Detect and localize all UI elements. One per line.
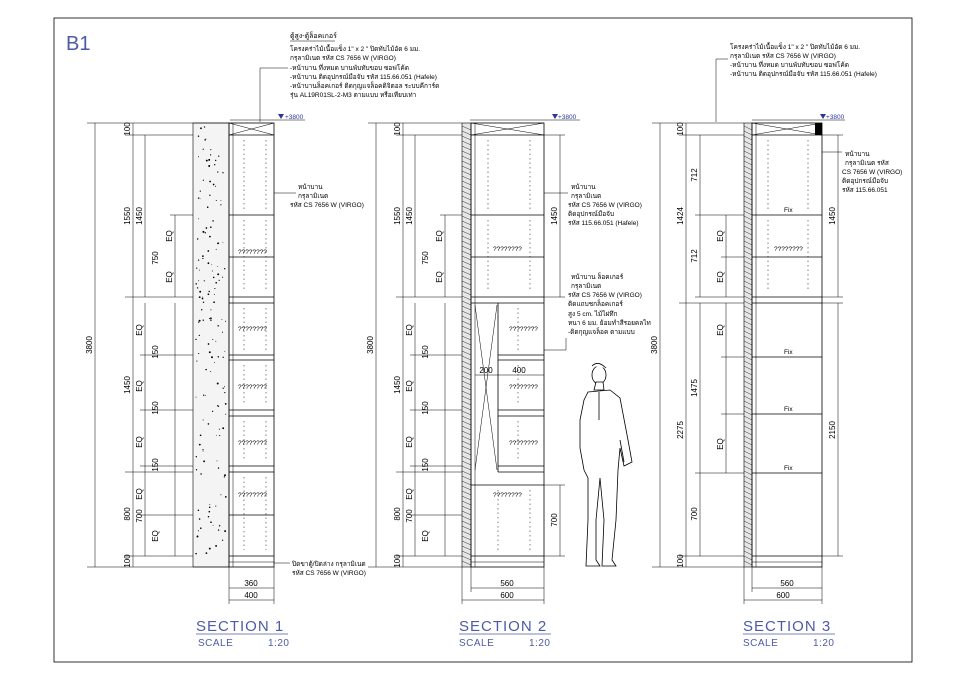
s1-dim-lower: 800 bbox=[123, 507, 132, 521]
s2-locker-tag-4: ???????? bbox=[509, 440, 538, 447]
s1-hatch-dot bbox=[198, 530, 199, 531]
s1-dim-middle: 1450 bbox=[123, 376, 132, 394]
s1-hatch-dot bbox=[212, 220, 214, 222]
s1-locker-tag-1: ???????? bbox=[238, 249, 267, 256]
s1-hatch-dot bbox=[217, 171, 218, 172]
s1-hatch-dot bbox=[198, 259, 199, 260]
s1-dim-in-1: 1450 bbox=[135, 207, 144, 225]
s3-dim-in-1: 712 bbox=[690, 168, 699, 182]
s1-hatch-dot bbox=[197, 238, 198, 239]
s1-hatch-dot bbox=[200, 473, 201, 474]
s1-hatch-dot bbox=[225, 414, 226, 415]
s1-hatch-dot bbox=[199, 296, 201, 298]
s1-hatch-dot bbox=[219, 525, 220, 526]
s1-hatch-dot bbox=[210, 319, 211, 320]
s1-hatch-dot bbox=[208, 159, 210, 161]
s1-wall-concrete bbox=[193, 123, 229, 567]
s3-dim-top: 100 bbox=[676, 122, 685, 136]
s1-dim-in-8: 150 bbox=[151, 401, 160, 415]
s1-dim-in-4: EQ bbox=[165, 271, 174, 283]
s3-door-label-4: ติดอุปกรณ์มือจับ bbox=[842, 178, 889, 185]
s1-hatch-dot bbox=[195, 339, 196, 340]
s3-fix-1: Fix bbox=[784, 207, 793, 214]
s1-dim-in-6: 150 bbox=[151, 345, 160, 359]
s2-locker-tag-5: ???????? bbox=[493, 492, 522, 499]
s1-hatch-dot bbox=[210, 149, 211, 150]
s1-hatch-dot bbox=[213, 184, 215, 186]
s2-dim-in-9: EQ bbox=[405, 436, 414, 448]
s1-hatch-dot bbox=[210, 317, 212, 319]
s1-hatch-dot bbox=[209, 236, 211, 238]
s3-dim-base: 100 bbox=[676, 554, 685, 568]
s1-hatch-dot bbox=[224, 268, 225, 269]
s1-dim-in-5: EQ bbox=[135, 324, 144, 336]
s1-dim-in-11: EQ bbox=[135, 488, 144, 500]
s1-hatch-dot bbox=[204, 126, 205, 127]
s1-base-label-1: ปิดขาตู้/ปิดล่าง กรุลามิเนต bbox=[292, 561, 366, 568]
s1-hatch-dot bbox=[208, 423, 210, 425]
s1-hatch-dot bbox=[208, 516, 209, 517]
s1-hatch-dot bbox=[222, 242, 223, 243]
s1-hatch-dot bbox=[209, 507, 211, 509]
s2-locker-label-3: รหัส CS 7656 W (VIRGO) bbox=[568, 292, 642, 299]
s1-hatch-dot bbox=[209, 351, 211, 353]
s1-scale-value: 1:20 bbox=[268, 638, 290, 649]
s1-hatch-dot bbox=[196, 456, 197, 457]
s1-cabinet-body bbox=[229, 123, 274, 567]
s3-dim-in-3: EQ bbox=[716, 230, 725, 242]
s1-locker-tag-4: ???????? bbox=[238, 440, 267, 447]
s3-dim-in-6: EQ bbox=[716, 324, 725, 336]
s1-hatch-dot bbox=[203, 149, 204, 150]
s2-locker-label-1: หน้าบาน ล็อคเกอร์ bbox=[571, 274, 624, 281]
s1-hatch-dot bbox=[210, 309, 211, 310]
section-2 bbox=[366, 114, 651, 649]
s3-door-label-5: รหัส 115.66.051 bbox=[842, 187, 888, 194]
s2-dim-in-8: 150 bbox=[421, 401, 430, 415]
s2-dim-right-lower: 700 bbox=[550, 513, 559, 527]
s3-fix-4: Fix bbox=[784, 465, 793, 472]
s1-hatch-dot bbox=[214, 164, 215, 165]
s1-hatch-dot bbox=[205, 232, 206, 233]
s2-dim-mid-right: 400 bbox=[512, 366, 526, 375]
s2-locker-tag-1: ???????? bbox=[493, 246, 522, 253]
s1-hatch-dot bbox=[221, 319, 222, 320]
s1-hatch-dot bbox=[210, 371, 211, 372]
s1-door-label-3: รหัส CS 7656 W (VIRGO) bbox=[290, 202, 364, 209]
s1-hatch-dot bbox=[218, 155, 219, 156]
s1-hatch-dot bbox=[215, 506, 216, 507]
s1-hatch-dot bbox=[208, 291, 209, 292]
s2-dim-in-2: EQ bbox=[435, 230, 444, 242]
s1-hatch-dot bbox=[202, 255, 204, 257]
section-3 bbox=[650, 42, 902, 649]
s3-dim-upper: 1424 bbox=[676, 207, 685, 225]
s1-hatch-dot bbox=[199, 291, 201, 293]
s1-dim-overall: 3800 bbox=[85, 336, 94, 354]
s1-dim-in-9: EQ bbox=[135, 436, 144, 448]
s3-dim-in-4: EQ bbox=[716, 271, 725, 283]
s1-hatch-dot bbox=[215, 160, 216, 161]
s1-hatch-dot bbox=[199, 335, 200, 336]
s1-hatch-dot bbox=[208, 293, 210, 295]
s2-dim-base: 100 bbox=[393, 554, 402, 568]
s1-hatch-dot bbox=[202, 258, 203, 259]
s1-hatch-dot bbox=[212, 271, 213, 272]
s1-hatch-dot bbox=[223, 388, 224, 389]
s1-locker-tag-3: ???????? bbox=[238, 384, 267, 391]
s3-dim-right-lower: 2150 bbox=[828, 421, 837, 439]
s1-hatch-dot bbox=[206, 552, 208, 554]
s3-dim-overall: 3800 bbox=[650, 336, 659, 354]
s1-hatch-dot bbox=[204, 280, 205, 281]
s3-dim-in-7: EQ bbox=[716, 438, 725, 450]
s2-door-label-1: หน้าบาน bbox=[571, 184, 596, 191]
s2-dim-mid-left: 200 bbox=[479, 366, 493, 375]
s1-hatch-dot bbox=[222, 540, 223, 541]
s3-fix-2: Fix bbox=[784, 349, 793, 356]
s1-hatch-dot bbox=[214, 288, 215, 289]
s3-dim-in-8: 700 bbox=[690, 507, 699, 521]
s1-scale-label: SCALE bbox=[198, 638, 234, 649]
s2-hinge-holes bbox=[488, 140, 530, 550]
s1-hatch-dot bbox=[211, 264, 212, 265]
s1-hatch-dot bbox=[222, 277, 223, 278]
s1-hatch-dot bbox=[217, 242, 219, 244]
s1-hatch-dot bbox=[200, 527, 202, 529]
s1-note-2: กรุลามิเนต รหัส CS 7656 W (VIRGO) bbox=[290, 55, 396, 62]
s3-door-label-1: หน้าบาน bbox=[845, 151, 870, 158]
s1-hatch-dot bbox=[201, 309, 202, 310]
s1-hatch-dot bbox=[218, 467, 219, 468]
s1-hatch-dot bbox=[224, 351, 225, 352]
s2-locker-tag-3: ???????? bbox=[509, 384, 538, 391]
s1-hatch-dot bbox=[217, 325, 218, 326]
s2-door-label-5: รหัส 115.66.051 (Hafele) bbox=[568, 220, 639, 227]
s1-hatch-dot bbox=[195, 553, 197, 555]
s3-note-1: โครงคร่าไม้เนื้อแข็ง 1" x 2 " ปิดทับไม้อัด 6 มม. bbox=[730, 44, 861, 51]
s1-hatch-dot bbox=[199, 320, 201, 322]
s2-dim-in-12: 700 bbox=[405, 509, 414, 523]
s1-hatch-dot bbox=[209, 504, 210, 505]
s1-hatch-dot bbox=[207, 250, 209, 252]
s3-locker-tag-1: ???????? bbox=[774, 246, 803, 253]
s1-hatch-dot bbox=[217, 266, 218, 267]
s1-hatch-dot bbox=[210, 154, 211, 155]
s1-hatch-dot bbox=[225, 496, 227, 498]
s1-hatch-dot bbox=[209, 548, 211, 550]
s1-dim-in-7: EQ bbox=[135, 380, 144, 392]
s3-level-text: +3800 bbox=[826, 114, 845, 121]
s1-hatch-dot bbox=[208, 165, 210, 167]
s1-hatch-dot bbox=[199, 270, 200, 271]
s2-scale-label: SCALE bbox=[459, 638, 495, 649]
s2-dim-depth-outer: 600 bbox=[500, 591, 514, 600]
s1-level-marker-icon bbox=[278, 114, 284, 119]
s1-hatch-dot bbox=[215, 186, 216, 187]
s2-dim-lower: 800 bbox=[393, 507, 402, 521]
s1-dim-in-2: EQ bbox=[165, 230, 174, 242]
s2-scale-value: 1:20 bbox=[529, 638, 551, 649]
s1-hatch-dot bbox=[208, 262, 210, 264]
s2-door-label-4: ติดอุปกรณ์มือจับ bbox=[568, 211, 615, 218]
s1-heading: ตู้สูง-ตู้ล็อคเกอร์ bbox=[290, 33, 337, 40]
s1-hatch-dot bbox=[213, 277, 215, 279]
s1-hatch-dot bbox=[214, 362, 215, 363]
s1-hatch-dot bbox=[202, 298, 204, 300]
s1-hatch-dot bbox=[213, 525, 214, 526]
s1-base-label-2: รหัส CS 7656 W (VIRGO) bbox=[292, 570, 366, 577]
s1-hatch-dot bbox=[200, 198, 201, 199]
s1-title: SECTION 1 bbox=[196, 618, 285, 635]
s1-note-4: -หน้าบาน ติดอุปกรณ์มือจับ รหัส 115.66.051 (Hafele) bbox=[290, 74, 437, 81]
s2-locker-leader bbox=[544, 338, 566, 350]
s1-hatch-dot bbox=[219, 435, 220, 436]
s1-hatch-dot bbox=[198, 218, 199, 219]
s1-dimension-lines bbox=[87, 123, 274, 604]
s1-hatch-dot bbox=[224, 476, 225, 477]
s3-dim-lower: 2275 bbox=[676, 421, 685, 439]
s3-scale-label: SCALE bbox=[743, 638, 779, 649]
s1-note-5: -หน้าบานล็อคเกอร์ ติดกุญแจล็อคดิจิตอล ระบบคีการ์ด bbox=[290, 83, 440, 90]
s1-hatch-dot bbox=[200, 127, 202, 129]
s1-dim-depth-outer: 400 bbox=[244, 591, 258, 600]
s3-note-2: กรุลามิเนต รหัส CS 7656 W (VIRGO) bbox=[730, 53, 836, 60]
s3-cabinet-body bbox=[752, 123, 822, 567]
s2-locker-tag-2: ???????? bbox=[509, 326, 538, 333]
s1-hatch-dot bbox=[203, 302, 204, 303]
s1-hatch-dot bbox=[208, 511, 210, 513]
s1-hatch-dot bbox=[220, 204, 221, 205]
s1-hatch-dot bbox=[222, 172, 223, 173]
s2-locker-label-7: -ติดกุญแจล็อค ตามแบบ bbox=[568, 329, 635, 336]
s1-hatch-dot bbox=[202, 449, 203, 450]
s1-hatch-dot bbox=[218, 529, 219, 530]
s3-door-label-3: CS 7656 W (VIRGO) bbox=[842, 169, 903, 176]
s1-hatch-dot bbox=[205, 139, 206, 140]
s3-dim-depth-outer: 600 bbox=[776, 591, 790, 600]
s2-locker-label-5: สูง 5 cm. ไม้ไผ่ทึก bbox=[568, 311, 618, 318]
s1-hatch-dot bbox=[203, 451, 204, 452]
s2-dim-upper: 1550 bbox=[393, 207, 402, 225]
s1-hatch-dot bbox=[207, 206, 209, 208]
s1-hatch-dot bbox=[212, 339, 213, 340]
s1-hatch-dot bbox=[203, 180, 204, 181]
s1-hatch-dot bbox=[195, 283, 197, 285]
s2-dim-in-7: EQ bbox=[405, 380, 414, 392]
s2-dim-in-11: EQ bbox=[405, 488, 414, 500]
sheet-id: B1 bbox=[66, 33, 91, 55]
s3-dim-right-upper: 1450 bbox=[828, 207, 837, 225]
s1-hatch-dot bbox=[217, 460, 218, 461]
s1-hatch-dot bbox=[212, 411, 213, 412]
s2-dim-overall: 3800 bbox=[366, 336, 375, 354]
s2-locker-label-6: หนา 6 มม. ย้อมทำสีรอยคลไท bbox=[568, 320, 651, 327]
s2-locker-label-4: ติดแถบชกล็อคเกอร์ bbox=[568, 301, 623, 308]
s2-level-text: +3800 bbox=[558, 114, 577, 121]
s1-hatch-dot bbox=[215, 341, 216, 342]
s3-fix-3: Fix bbox=[784, 406, 793, 413]
s1-hatch-dot bbox=[203, 320, 204, 321]
s1-hatch-dot bbox=[210, 521, 212, 523]
s1-dim-in-10: 150 bbox=[151, 458, 160, 472]
s3-note-3: -หน้าบาน ทึ่งหมด บานพับทับขอบ ซอฟโค้ด bbox=[730, 62, 849, 69]
s1-hatch-dot bbox=[197, 287, 198, 288]
s1-hatch-dot bbox=[198, 353, 199, 354]
s3-shelves bbox=[752, 215, 822, 556]
s1-hatch-dot bbox=[205, 369, 206, 370]
s1-hatch-dot bbox=[224, 530, 226, 532]
s3-door-label-2: กรุลามิเนต รหัส bbox=[845, 160, 889, 167]
s1-hatch-dot bbox=[198, 197, 199, 198]
s1-hatch-dot bbox=[197, 536, 199, 538]
s1-hatch-dot bbox=[217, 405, 218, 406]
s1-hatch-dot bbox=[206, 160, 208, 162]
s1-hatch-dot bbox=[213, 301, 215, 303]
s3-hinge-holes bbox=[768, 140, 808, 292]
s1-hatch-dot bbox=[209, 195, 210, 196]
s1-hatch-dot bbox=[198, 509, 200, 511]
s1-hatch-dot bbox=[202, 231, 204, 233]
s1-hatch-dot bbox=[196, 267, 197, 268]
s1-dim-in-13: EQ bbox=[151, 530, 160, 542]
s1-dim-top: 100 bbox=[123, 122, 132, 136]
s1-hatch-dot bbox=[206, 227, 208, 229]
s1-level-text: +3800 bbox=[285, 114, 304, 121]
s1-hatch-dot bbox=[200, 434, 202, 436]
section-1 bbox=[85, 31, 439, 649]
s1-hatch-dot bbox=[217, 383, 219, 385]
s3-dim-in-2: 712 bbox=[690, 249, 699, 263]
s2-dim-middle: 1450 bbox=[393, 376, 402, 394]
s1-note-6: รุ่น AL19R01SL-2-M3 ตามแบบ หรือเทียบเท่า bbox=[290, 92, 417, 99]
s2-door-label-2: กรุลามิเนต bbox=[571, 193, 602, 200]
s2-dim-depth-inner: 560 bbox=[500, 579, 514, 588]
s1-hatch-dot bbox=[203, 420, 204, 421]
s3-dim-in-5: 1475 bbox=[690, 379, 699, 397]
s1-hatch-dot bbox=[196, 361, 197, 362]
s2-dim-in-4: EQ bbox=[435, 271, 444, 283]
s2-dim-in-5: EQ bbox=[405, 324, 414, 336]
s1-hatch-dot bbox=[198, 321, 199, 322]
s3-note-4: -หน้าบาน ติดอุปกรณ์มือจับ รหัส 115.66.051 (Hafele) bbox=[730, 71, 877, 78]
s1-locker-tag-2: ???????? bbox=[238, 326, 267, 333]
s2-dim-in-1: 1450 bbox=[405, 207, 414, 225]
s2-dim-in-13: EQ bbox=[421, 530, 430, 542]
s1-hatch-dot bbox=[225, 321, 226, 322]
s2-dim-top: 100 bbox=[393, 122, 402, 136]
s1-hatch-dot bbox=[208, 343, 210, 345]
s2-dim-in-10: 150 bbox=[421, 458, 430, 472]
s1-note-leader bbox=[260, 68, 288, 122]
s1-hatch-dot bbox=[216, 249, 217, 250]
s1-hatch-dot bbox=[218, 356, 219, 357]
s1-hatch-dot bbox=[198, 280, 199, 281]
s1-hatch-dot bbox=[211, 356, 213, 358]
s1-door-label-1: หน้าบาน bbox=[298, 184, 323, 191]
s1-hatch-dot bbox=[215, 545, 217, 547]
s1-hatch-dot bbox=[209, 318, 210, 319]
s1-hatch-dot bbox=[224, 474, 226, 476]
s1-dim-in-12: 700 bbox=[135, 509, 144, 523]
s2-dim-in-3: 750 bbox=[421, 251, 430, 265]
s1-hatch-dot bbox=[203, 460, 205, 462]
s1-hatch-dot bbox=[214, 294, 215, 295]
s3-top-stop bbox=[815, 123, 822, 135]
s1-hatch-dot bbox=[216, 200, 217, 201]
s2-dim-in-6: 150 bbox=[421, 345, 430, 359]
s1-hatch-dot bbox=[204, 139, 206, 141]
s1-dim-depth-inner: 360 bbox=[244, 579, 258, 588]
s1-hatch-dot bbox=[215, 282, 217, 284]
s3-scale-value: 1:20 bbox=[813, 638, 835, 649]
s1-hatch-dot bbox=[209, 181, 211, 183]
s2-cabinet-body bbox=[471, 123, 544, 567]
s3-dim-depth-inner: 560 bbox=[780, 579, 794, 588]
s1-hatch-dot bbox=[220, 494, 221, 495]
s1-hatch-dot bbox=[222, 427, 224, 429]
s1-hatch-dot bbox=[202, 297, 203, 298]
s3-note-leader bbox=[716, 59, 728, 122]
s1-hatch-dot bbox=[224, 392, 225, 393]
s1-hatch-dot bbox=[198, 156, 199, 157]
s1-hatch-dot bbox=[198, 135, 199, 136]
sheet-border bbox=[54, 18, 912, 662]
s1-note-1: โครงคร่าไม้เนื้อแข็ง 1" x 2 " ปิดทับไม้อัด 6 มม. bbox=[290, 46, 421, 53]
s1-hatch-dot bbox=[210, 226, 212, 228]
s1-dim-upper: 1550 bbox=[123, 207, 132, 225]
s1-hatch-dot bbox=[200, 191, 201, 192]
s1-hatch-dot bbox=[219, 280, 220, 281]
s1-hatch-dot bbox=[223, 357, 224, 358]
s2-dim-right-upper: 1450 bbox=[550, 207, 559, 225]
s1-hatch-dot bbox=[217, 273, 219, 275]
s1-hinge-holes bbox=[244, 140, 266, 550]
s1-hatch-dot bbox=[196, 397, 197, 398]
s1-hatch-dot bbox=[220, 200, 221, 201]
s1-hatch-dot bbox=[224, 386, 225, 387]
s1-dim-in-3: 750 bbox=[151, 251, 160, 265]
s1-hatch-dot bbox=[199, 444, 201, 446]
s2-title: SECTION 2 bbox=[459, 618, 548, 635]
human-scale-figure-icon bbox=[580, 363, 632, 566]
s1-note-3: -หน้าบาน ทึ่งหมด บานพับทับขอบ ซอฟโค้ด bbox=[290, 65, 409, 72]
s1-hatch-dot bbox=[225, 403, 227, 405]
s1-hatch-dot bbox=[203, 395, 204, 396]
s1-hatch-dot bbox=[199, 518, 201, 520]
s1-hatch-dot bbox=[196, 469, 197, 470]
s1-hatch-dot bbox=[216, 435, 217, 436]
s2-door-label-3: รหัส CS 7656 W (VIRGO) bbox=[568, 202, 642, 209]
s1-door-label-2: กรุลามิเนต bbox=[298, 193, 329, 200]
s1-hatch-dot bbox=[222, 332, 223, 333]
s2-locker-label-2: กรุลามิเนต bbox=[571, 283, 602, 290]
s1-hatch-dot bbox=[205, 395, 206, 396]
s3-title: SECTION 3 bbox=[743, 618, 832, 635]
s1-dim-base: 100 bbox=[123, 554, 132, 568]
s1-locker-tag-5: ???????? bbox=[238, 492, 267, 499]
s1-hatch-dot bbox=[219, 429, 220, 430]
